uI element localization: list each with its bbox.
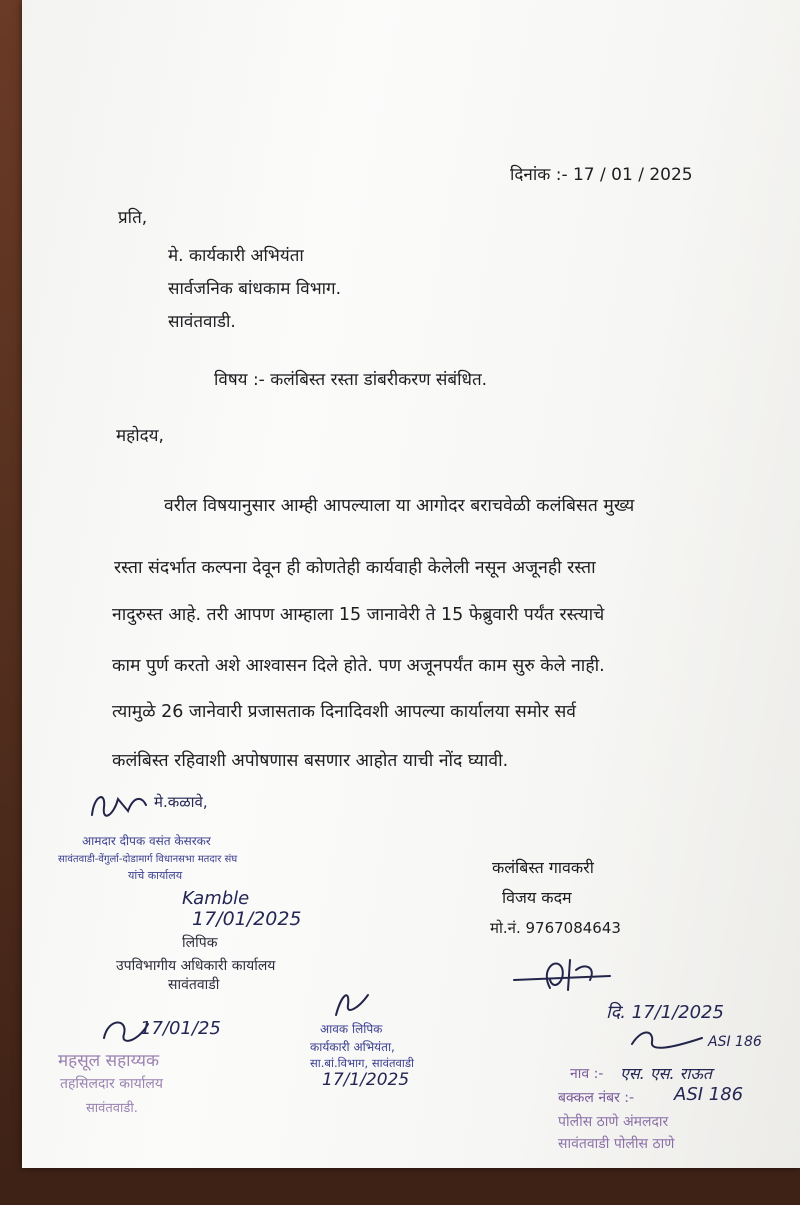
subdivision-handwritten-date: 17/01/2025: [192, 908, 302, 930]
police-stamp-line-3: पोलीस ठाणे अंमलदार: [558, 1114, 669, 1130]
mla-stamp-constituency: सावंतवाडी-वेंगुर्ला-दोडामार्ग विधानसभा मतदार संघ: [58, 854, 238, 865]
revenue-handwritten-date: 17/01/25: [140, 1018, 221, 1039]
letter-paper: [22, 0, 800, 1168]
revenue-stamp-office: तहसिलदार कार्यालय: [60, 1076, 163, 1092]
date-line: दिनांक :- 17 / 01 / 2025: [510, 165, 693, 185]
body-line: वरील विषयानुसार आम्ही आपल्याला या आगोदर बराचवेळी कलंबिसत मुख्य: [164, 496, 635, 516]
sender-line-2: विजय कदम: [502, 888, 572, 907]
sender-signature: [510, 950, 620, 996]
mla-stamp-name: आमदार दीपक वसंत केसरकर: [82, 834, 211, 848]
police-name-label: नाव :-: [570, 1066, 604, 1082]
revenue-stamp-title: महसूल सहाय्यक: [58, 1051, 160, 1071]
police-stamp-line-4: सावंतवाडी पोलीस ठाणे: [558, 1136, 675, 1152]
body-line: कलंबिस्त रहिवाशी अपोषणास बसणार आहोत याची नोंद घ्यावी.: [112, 751, 509, 771]
subdivision-place: सावंतवाडी: [168, 977, 220, 993]
subdivision-handwritten-name: Kamble: [182, 888, 250, 909]
mla-stamp-office: यांचे कार्यालय: [128, 869, 183, 882]
pwd-stamp-line-1: आवक लिपिक: [320, 1022, 383, 1036]
body-line: काम पुर्ण करतो अशे आश्वासन दिले होते. पण अजूनपर्यंत काम सुरु केले नाही.: [112, 656, 605, 676]
recipient-line-2: सार्वजनिक बांधकाम विभाग.: [168, 279, 342, 299]
revenue-stamp-place: सावंतवाडी.: [86, 1101, 138, 1116]
recipient-line-1: मे. कार्यकारी अभियंता: [168, 246, 304, 266]
mla-received-by: मे.कळावे,: [154, 793, 208, 811]
body-line: नादुरुस्त आहे. तरी आपण आम्हाला 15 जानावेरी ते 15 फेब्रुवारी पर्यंत रस्त्याचे: [112, 605, 605, 625]
police-buckle-label: बक्कल नंबर :-: [558, 1090, 635, 1106]
pwd-handwritten-date: 17/1/2025: [322, 1070, 410, 1090]
pwd-stamp-line-3: सा.बां.विभाग, सावंतवाडी: [310, 1056, 415, 1070]
police-buckle-value: ASI 186: [674, 1084, 744, 1105]
police-handwritten-date: दि. 17/1/2025: [606, 1002, 724, 1023]
subdivision-office: उपविभागीय अधिकारी कार्यालय: [116, 958, 276, 974]
body-line: रस्ता संदर्भात कल्पना देवून ही कोणतेही कार्यवाही केलेली नसून अजूनही रस्ता: [114, 558, 596, 578]
pwd-stamp-line-2: कार्यकारी अभियंता,: [310, 1040, 395, 1054]
subject-line: विषय :- कलंबिस्त रस्ता डांबरीकरण संबंधित.: [214, 370, 488, 390]
recipient-line-3: सावंतवाडी.: [168, 312, 236, 332]
sender-phone: मो.नं. 9767084643: [490, 919, 621, 937]
recipient-to: प्रति,: [118, 208, 148, 228]
mla-signature: [84, 785, 154, 825]
subdivision-role: लिपिक: [182, 935, 218, 951]
police-name-value: एस. एस. राऊत: [620, 1064, 713, 1083]
salutation: महोदय,: [116, 426, 164, 446]
pwd-signature: [328, 985, 378, 1021]
police-signature: [628, 1024, 708, 1054]
body-line: त्यामुळे 26 जानेवारी प्रजासताक दिनादिवशी आपल्या कार्यालया समोर सर्व: [112, 702, 577, 722]
police-handwritten-number: ASI 186: [708, 1034, 762, 1050]
sender-line-1: कलंबिस्त गावकरी: [492, 858, 594, 877]
